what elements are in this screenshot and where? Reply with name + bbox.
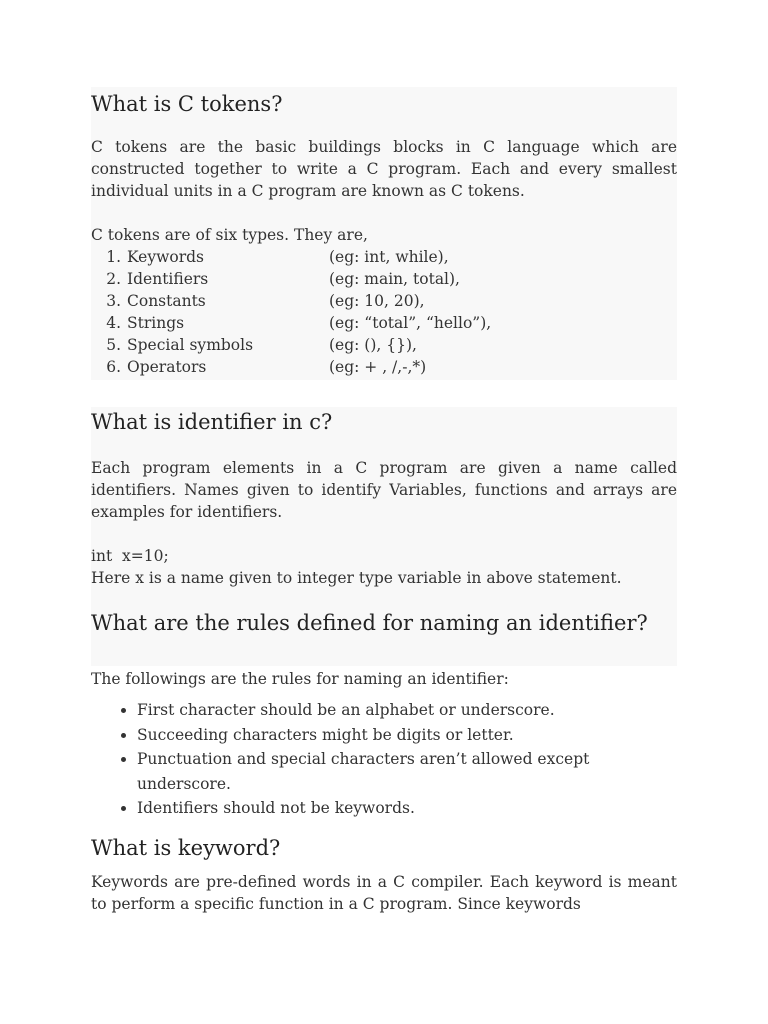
identifier-section <box>91 407 677 590</box>
identifier-heading: What is identifier in c? <box>91 410 333 434</box>
token-type-name: Constants <box>127 292 206 310</box>
rule-item: • Identifiers should not be keywords. <box>137 796 677 821</box>
token-type-name: Special symbols <box>127 336 254 354</box>
token-type-name: Keywords <box>127 248 204 266</box>
rules-heading-block <box>91 590 677 666</box>
token-type-row <box>91 356 677 378</box>
token-type-num: 1. <box>106 248 121 266</box>
rules-lead: The followings are the rules for naming an identifier: <box>91 670 509 688</box>
rule-item: • Punctuation and special characters aren’t allowed except underscore. <box>137 747 637 796</box>
tokens-types-list <box>91 246 677 378</box>
token-type-num: 5. <box>106 336 121 354</box>
token-type-num: 4. <box>106 314 121 332</box>
token-type-row <box>91 290 677 312</box>
token-type-row <box>91 268 677 290</box>
keyword-section <box>91 821 677 915</box>
tokens-types-lead: C tokens are of six types. They are, <box>91 226 368 244</box>
tokens-intro: C tokens are the basic buildings blocks in C language which are constructed together to write a C program. Each and every smallest individual units in a C program are known as C tokens. <box>91 138 677 200</box>
token-type-example: (eg: main, total), <box>329 270 460 288</box>
document-page <box>91 87 677 915</box>
token-type-example: (eg: int, while), <box>329 248 449 266</box>
token-type-example: (eg: 10, 20), <box>329 292 425 310</box>
identifier-code: int x=10; <box>91 547 169 565</box>
token-type-num: 2. <box>106 270 121 288</box>
identifier-intro: Each program elements in a C program are given a name called identifiers. Names given to identify Variables, functions and arrays are examples for identifiers. <box>91 459 677 521</box>
token-type-example: (eg: (), {}), <box>329 336 417 354</box>
keyword-heading: What is keyword? <box>91 835 281 860</box>
token-type-example: (eg: + , /,-,*) <box>329 358 427 376</box>
token-type-row <box>91 312 677 334</box>
token-type-example: (eg: “total”, “hello”), <box>329 314 492 332</box>
tokens-section <box>91 87 677 380</box>
identifier-explanation: Here x is a name given to integer type variable in above statement. <box>91 569 622 587</box>
rules-section <box>91 666 677 821</box>
rule-item: • First character should be an alphabet or underscore. <box>137 698 677 723</box>
token-type-row <box>91 334 677 356</box>
rules-list <box>91 698 677 821</box>
keyword-intro: Keywords are pre-defined words in a C compiler. Each keyword is meant to perform a specific function in a C program. Since keywords <box>91 872 677 913</box>
token-type-num: 3. <box>106 292 121 310</box>
token-type-row <box>91 246 677 268</box>
token-type-num: 6. <box>106 358 121 376</box>
rules-heading: What are the rules defined for naming an identifier? <box>91 611 648 635</box>
token-type-name: Strings <box>127 314 185 332</box>
token-type-name: Operators <box>127 358 207 376</box>
tokens-heading: What is C tokens? <box>91 92 283 116</box>
section-gap <box>91 380 677 407</box>
token-type-name: Identifiers <box>127 270 209 288</box>
rule-item: • Succeeding characters might be digits or letter. <box>137 723 677 748</box>
